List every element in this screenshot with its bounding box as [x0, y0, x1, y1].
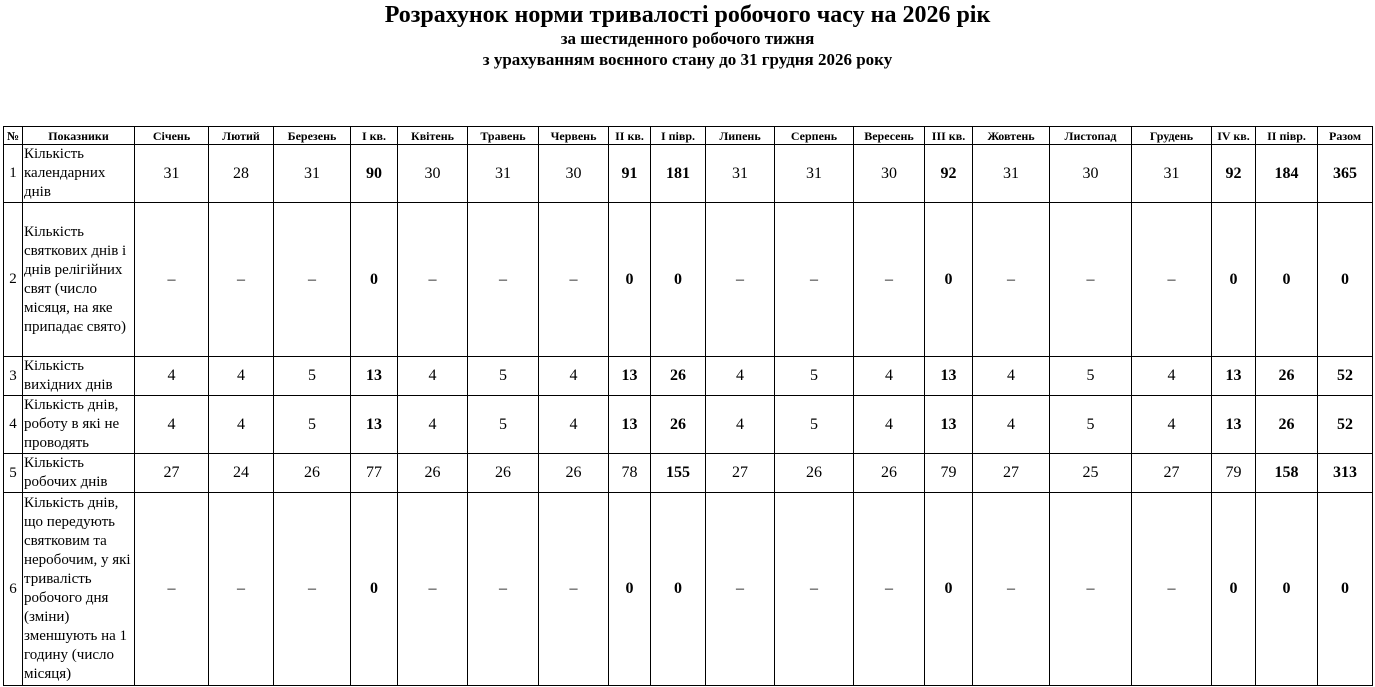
- value-cell: 5: [274, 396, 351, 454]
- value-cell: 0: [351, 493, 398, 686]
- value-cell: 31: [706, 145, 775, 203]
- column-header-h2: II півр.: [1256, 127, 1318, 145]
- value-cell: 0: [609, 493, 651, 686]
- value-cell: 26: [651, 357, 706, 396]
- value-cell: 31: [468, 145, 539, 203]
- value-cell: 26: [854, 454, 925, 493]
- value-cell: 26: [398, 454, 468, 493]
- value-cell: 4: [706, 357, 775, 396]
- column-header-april: Квітень: [398, 127, 468, 145]
- row-number: 2: [4, 203, 23, 357]
- value-cell: 52: [1318, 357, 1373, 396]
- value-cell: 5: [468, 396, 539, 454]
- value-cell: –: [854, 493, 925, 686]
- column-header-indicators: Показники: [23, 127, 135, 145]
- value-cell: –: [1132, 493, 1212, 686]
- value-cell: 13: [351, 357, 398, 396]
- row-number: 3: [4, 357, 23, 396]
- value-cell: 31: [775, 145, 854, 203]
- value-cell: 77: [351, 454, 398, 493]
- value-cell: 0: [925, 203, 973, 357]
- column-header-june: Червень: [539, 127, 609, 145]
- value-cell: 0: [1256, 203, 1318, 357]
- value-cell: 4: [1132, 396, 1212, 454]
- value-cell: 5: [1050, 396, 1132, 454]
- value-cell: 13: [1212, 357, 1256, 396]
- column-header-march: Березень: [274, 127, 351, 145]
- value-cell: 26: [651, 396, 706, 454]
- subtitle-week: за шестиденного робочого тижня: [560, 29, 815, 48]
- value-cell: 0: [651, 493, 706, 686]
- row-number: 4: [4, 396, 23, 454]
- table-row: [4, 396, 1373, 454]
- value-cell: 13: [1212, 396, 1256, 454]
- value-cell: 26: [1256, 396, 1318, 454]
- column-header-q3: III кв.: [925, 127, 973, 145]
- value-cell: 78: [609, 454, 651, 493]
- value-cell: 4: [854, 357, 925, 396]
- value-cell: 26: [468, 454, 539, 493]
- value-cell: –: [539, 493, 609, 686]
- table-row: [4, 203, 1373, 357]
- value-cell: –: [706, 203, 775, 357]
- value-cell: 30: [398, 145, 468, 203]
- value-cell: 4: [539, 396, 609, 454]
- value-cell: 158: [1256, 454, 1318, 493]
- value-cell: 25: [1050, 454, 1132, 493]
- value-cell: 26: [539, 454, 609, 493]
- row-label: Кількість святкових днів і днів релігійних свят (число місяця, на яке припадає свято): [23, 203, 135, 357]
- value-cell: 5: [1050, 357, 1132, 396]
- row-label: Кількість календарних днів: [23, 145, 135, 203]
- value-cell: 4: [706, 396, 775, 454]
- value-cell: 31: [274, 145, 351, 203]
- working-time-table: [3, 126, 1373, 686]
- value-cell: 0: [609, 203, 651, 357]
- value-cell: –: [973, 203, 1050, 357]
- value-cell: 13: [609, 396, 651, 454]
- value-cell: 13: [609, 357, 651, 396]
- value-cell: –: [973, 493, 1050, 686]
- value-cell: 5: [775, 357, 854, 396]
- value-cell: –: [209, 203, 274, 357]
- column-header-q4: IV кв.: [1212, 127, 1256, 145]
- column-header-august: Серпень: [775, 127, 854, 145]
- value-cell: –: [398, 493, 468, 686]
- value-cell: –: [209, 493, 274, 686]
- value-cell: 0: [1212, 203, 1256, 357]
- value-cell: –: [1050, 493, 1132, 686]
- value-cell: 365: [1318, 145, 1373, 203]
- column-header-total: Разом: [1318, 127, 1373, 145]
- value-cell: –: [468, 203, 539, 357]
- value-cell: 0: [651, 203, 706, 357]
- value-cell: 79: [1212, 454, 1256, 493]
- value-cell: 30: [854, 145, 925, 203]
- value-cell: 4: [398, 357, 468, 396]
- row-label: Кількість днів, роботу в які не проводять: [23, 396, 135, 454]
- column-header-q1: I кв.: [351, 127, 398, 145]
- value-cell: 26: [1256, 357, 1318, 396]
- value-cell: 0: [925, 493, 973, 686]
- value-cell: –: [775, 493, 854, 686]
- row-number: 1: [4, 145, 23, 203]
- row-label: Кількість вихідних днів: [23, 357, 135, 396]
- value-cell: 30: [1050, 145, 1132, 203]
- table-row: [4, 454, 1373, 493]
- column-header-december: Грудень: [1132, 127, 1212, 145]
- column-header-october: Жовтень: [973, 127, 1050, 145]
- value-cell: 5: [775, 396, 854, 454]
- value-cell: 5: [468, 357, 539, 396]
- value-cell: 26: [775, 454, 854, 493]
- value-cell: 155: [651, 454, 706, 493]
- value-cell: –: [135, 493, 209, 686]
- value-cell: 27: [706, 454, 775, 493]
- row-label: Кількість робочих днів: [23, 454, 135, 493]
- value-cell: 28: [209, 145, 274, 203]
- value-cell: –: [1050, 203, 1132, 357]
- value-cell: 313: [1318, 454, 1373, 493]
- column-header-november: Листопад: [1050, 127, 1132, 145]
- column-header-july: Липень: [706, 127, 775, 145]
- value-cell: 181: [651, 145, 706, 203]
- column-header-september: Вересень: [854, 127, 925, 145]
- column-header-february: Лютий: [209, 127, 274, 145]
- value-cell: 24: [209, 454, 274, 493]
- value-cell: 13: [925, 396, 973, 454]
- value-cell: 13: [351, 396, 398, 454]
- table-row: [4, 145, 1373, 203]
- subtitle-martial-law: з урахуванням воєнного стану до 31 грудня 2026 року: [482, 50, 893, 69]
- value-cell: 92: [1212, 145, 1256, 203]
- titles-block: [0, 0, 1375, 70]
- value-cell: 184: [1256, 145, 1318, 203]
- value-cell: 31: [135, 145, 209, 203]
- value-cell: –: [135, 203, 209, 357]
- row-number: 5: [4, 454, 23, 493]
- value-cell: 79: [925, 454, 973, 493]
- value-cell: 4: [398, 396, 468, 454]
- value-cell: 4: [209, 357, 274, 396]
- value-cell: 13: [925, 357, 973, 396]
- value-cell: 4: [973, 357, 1050, 396]
- value-cell: 92: [925, 145, 973, 203]
- value-cell: 4: [135, 357, 209, 396]
- page-title: Розрахунок норми тривалості робочого часу на 2026 рік: [384, 2, 991, 28]
- column-header-h1: I півр.: [651, 127, 706, 145]
- value-cell: –: [274, 493, 351, 686]
- column-header-number: №: [4, 127, 23, 145]
- value-cell: 0: [1212, 493, 1256, 686]
- value-cell: 0: [1318, 493, 1373, 686]
- value-cell: –: [706, 493, 775, 686]
- value-cell: 91: [609, 145, 651, 203]
- column-header-january: Січень: [135, 127, 209, 145]
- value-cell: 52: [1318, 396, 1373, 454]
- value-cell: –: [274, 203, 351, 357]
- value-cell: –: [775, 203, 854, 357]
- column-header-may: Травень: [468, 127, 539, 145]
- value-cell: –: [398, 203, 468, 357]
- value-cell: –: [1132, 203, 1212, 357]
- table-row: [4, 357, 1373, 396]
- header-row: [4, 127, 1373, 145]
- value-cell: 4: [539, 357, 609, 396]
- value-cell: 31: [973, 145, 1050, 203]
- row-label: Кількість днів, що передують святковим та неробочим, у які тривалість робочого дня (зміни) зменшують на 1 годину (число місяця): [23, 493, 135, 686]
- value-cell: 5: [274, 357, 351, 396]
- value-cell: 4: [973, 396, 1050, 454]
- value-cell: 26: [274, 454, 351, 493]
- value-cell: –: [539, 203, 609, 357]
- value-cell: 30: [539, 145, 609, 203]
- value-cell: 0: [1256, 493, 1318, 686]
- value-cell: 4: [135, 396, 209, 454]
- value-cell: 27: [135, 454, 209, 493]
- value-cell: –: [854, 203, 925, 357]
- value-cell: 90: [351, 145, 398, 203]
- column-header-q2: II кв.: [609, 127, 651, 145]
- table-body: [4, 145, 1373, 686]
- value-cell: 4: [209, 396, 274, 454]
- value-cell: 4: [854, 396, 925, 454]
- value-cell: 31: [1132, 145, 1212, 203]
- value-cell: 27: [1132, 454, 1212, 493]
- table-row: [4, 493, 1373, 686]
- value-cell: 0: [1318, 203, 1373, 357]
- value-cell: 0: [351, 203, 398, 357]
- value-cell: –: [468, 493, 539, 686]
- row-number: 6: [4, 493, 23, 686]
- value-cell: 4: [1132, 357, 1212, 396]
- value-cell: 27: [973, 454, 1050, 493]
